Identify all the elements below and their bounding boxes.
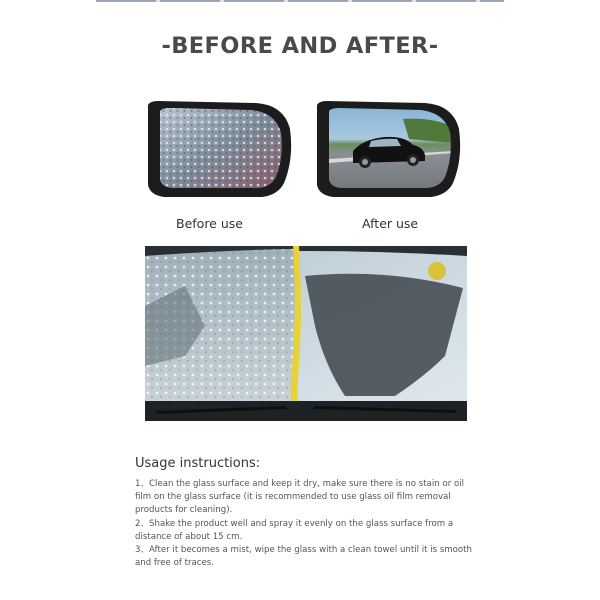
- after-use-caption: After use: [362, 216, 419, 231]
- top-divider-line: [96, 0, 504, 2]
- before-use-caption: Before use: [176, 216, 243, 231]
- usage-step: 2、Shake the product well and spray it evenly on the glass surface from a distance of about 15 cm.: [135, 518, 454, 542]
- usage-instructions-list: [135, 478, 480, 570]
- windshield-comparison-image: [145, 246, 467, 421]
- usage-step: 1、Clean the glass surface and keep it dry, make sure there is no stain or oil film on the glass surface (it is recommended to use glass oil film removal products for cleaning).: [135, 479, 465, 516]
- usage-instructions-heading: Usage instructions:: [135, 456, 261, 471]
- usage-step: 3、After it becomes a mist, wipe the glass with a clean towel until it is smooth and free of traces.: [135, 545, 473, 569]
- after-mirror-image: [313, 99, 463, 199]
- before-mirror-image: [144, 99, 294, 199]
- page-title: -BEFORE AND AFTER-: [161, 33, 439, 59]
